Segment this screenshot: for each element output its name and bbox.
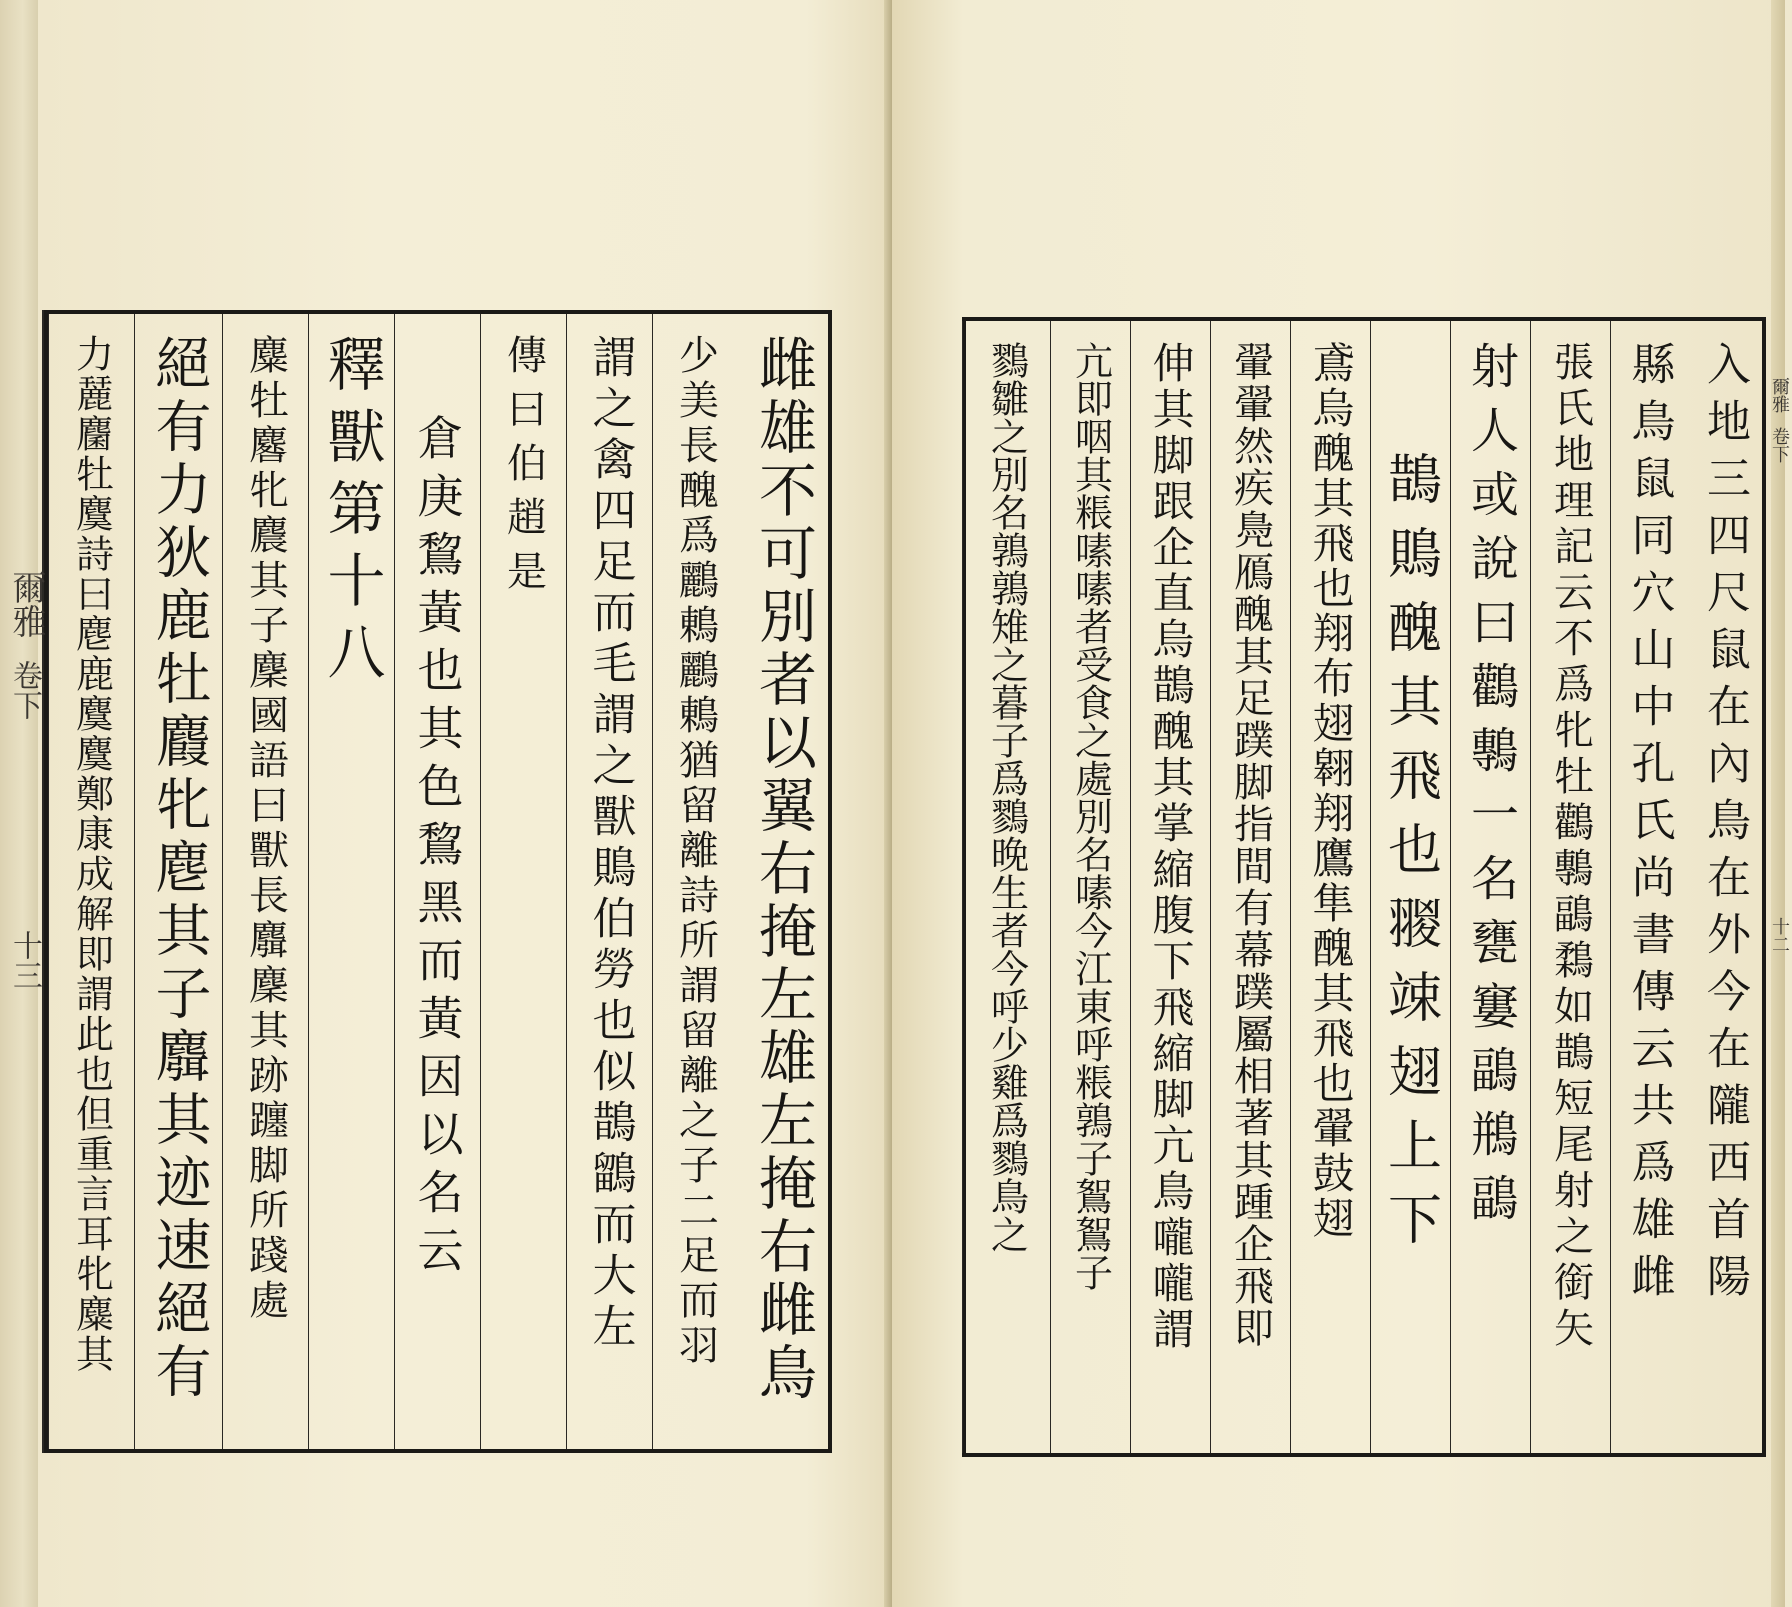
column-text: 伸其脚跟企直烏鵲醜其掌縮腹下飛縮脚亢鳥嚨嚨謂 [1146, 341, 1196, 1353]
column-text: 鷚雛之別名鶉鶉雉之暮子爲鷚晚生者今呼少雞爲鷚鳥之 [984, 341, 1029, 1253]
left-column-2 [652, 314, 738, 1449]
left-page-text-frame [44, 310, 832, 1453]
right-column-3 [1530, 321, 1610, 1453]
left-column-3 [566, 314, 652, 1449]
column-text: 射人或說曰鸛鷒一名甕窶鶝鵧鶝 [1462, 341, 1519, 1237]
right-page-fold-column [1766, 317, 1790, 1457]
column-text: 亢即咽其粻嗉嗉者受食之處別名嗉今江東呼粻鶉子鴽鴽子 [1068, 341, 1113, 1291]
column-text: 翬翬然疾鳧鴈醜其足蹼脚指間有幕蹼屬相著其踵企飛即 [1227, 341, 1274, 1349]
column-text: 鳶烏醜其飛也翔布翅翱翔鷹隼醜其飛也翬鼓翅 [1306, 341, 1356, 1241]
column-text: 麋牡麔牝麎其子麇國語曰獸長麛麇其跡躔脚所踐處 [242, 334, 289, 1324]
left-column-9 [48, 314, 134, 1449]
right-column-4 [1450, 321, 1530, 1453]
right-column-1 [1686, 321, 1762, 1453]
column-text: 絕有力狄鹿牡麚牝麀其子麛其迹速絕有 [146, 334, 212, 1405]
right-column-6 [1290, 321, 1370, 1453]
left-column-1 [738, 314, 828, 1449]
fold-title: 爾雅 [1769, 377, 1790, 413]
right-column-10 [962, 321, 1050, 1453]
fold-title: 爾雅 [6, 570, 46, 638]
fold-volume: 卷下 [1769, 427, 1790, 463]
column-text: 倉庚鵹黃也其色鵹黑而黃因以名云 [410, 414, 465, 1284]
left-column-7 [222, 314, 308, 1449]
column-text: 鵲鵙醜其飛也翪竦翅上下 [1379, 451, 1443, 1265]
left-column-6 [308, 314, 394, 1449]
right-column-5 [1370, 321, 1450, 1453]
right-column-9 [1050, 321, 1130, 1453]
fold-volume: 卷下 [7, 660, 42, 720]
column-text: 傳曰伯趙是 [500, 334, 547, 604]
left-column-4 [480, 314, 566, 1449]
column-text: 釋獸第十八 [317, 334, 386, 694]
column-text: 入地三四尺鼠在內鳥在外今在隴西首陽 [1699, 341, 1750, 1310]
right-column-8 [1130, 321, 1210, 1453]
right-page-text-frame [962, 317, 1766, 1457]
column-text: 謂之禽四足而毛謂之獸鵙伯勞也似鵲鶹而大左 [584, 334, 636, 1354]
column-text: 縣鳥鼠同穴山中孔氏尚書傳云共爲雄雌 [1623, 341, 1675, 1310]
fold-page-number: 十三 [7, 930, 42, 990]
column-text: 雌雄不可別者以翼右掩左雄左掩右雌鳥 [749, 334, 817, 1405]
left-column-8 [134, 314, 222, 1449]
left-page-fold-column [0, 310, 44, 1453]
right-column-7 [1210, 321, 1290, 1453]
column-text: 張氏地理記云不爲牝牡鸛鷒鶝鶔如鵲短尾射之銜矢 [1547, 341, 1594, 1353]
right-column-2 [1610, 321, 1686, 1453]
fold-page-number: 十二 [1769, 917, 1790, 953]
left-column-5 [394, 314, 480, 1449]
column-text: 力麉麕牡麌詩曰麀鹿麌麌鄭康成解即謂此也但重言耳牝麋其 [69, 334, 114, 1374]
column-text: 少美長醜爲鸝鶇鸝鶇猶留離詩所謂留離之子二足而羽 [672, 334, 719, 1369]
